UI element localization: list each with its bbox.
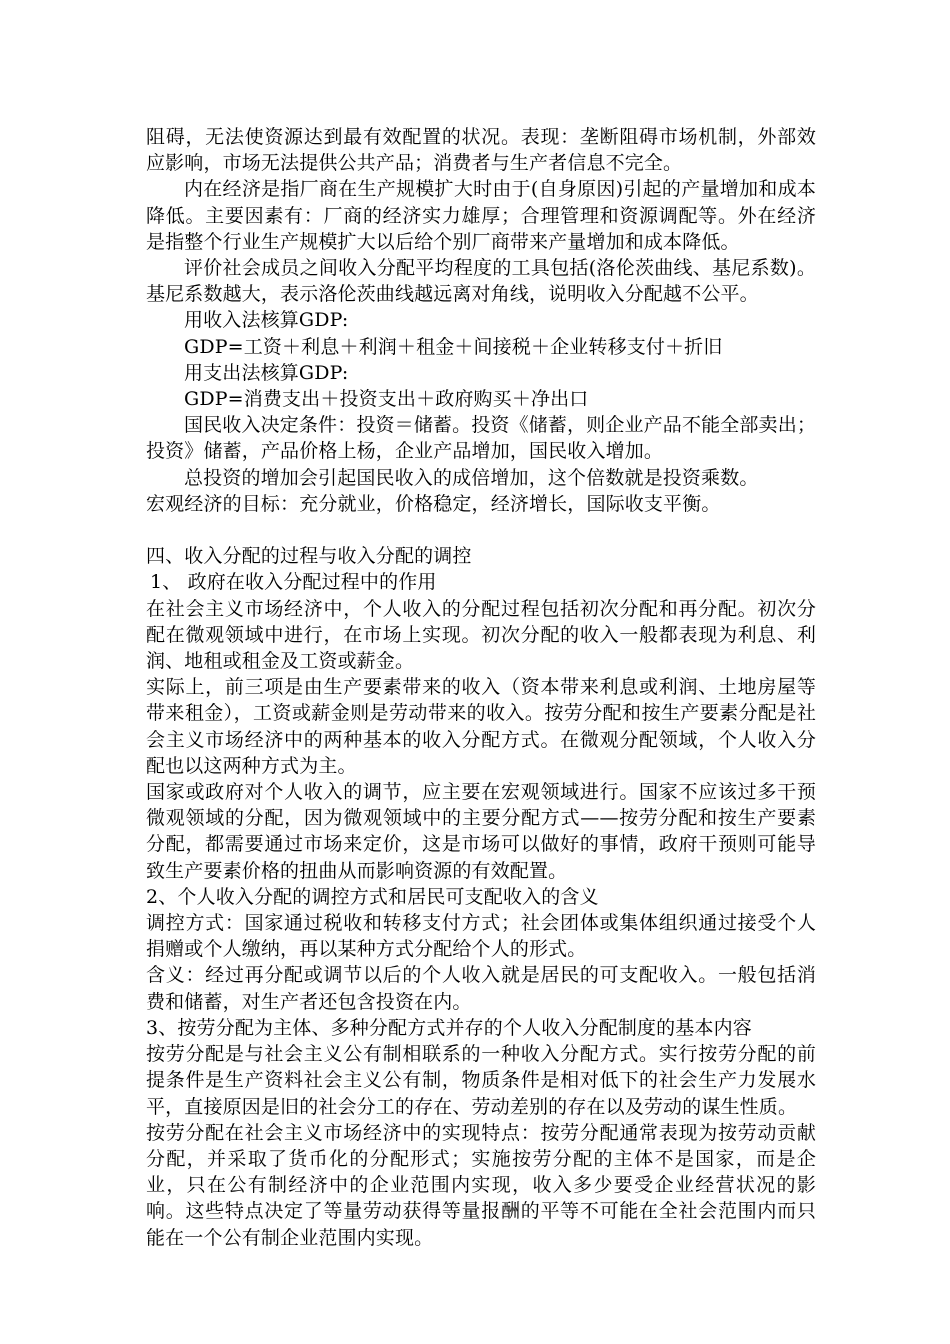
subsection-3-paragraph: 按劳分配是与社会主义公有制相联系的一种收入分配方式。实行按劳分配的前提条件是生产资料社会主义公有制，物质条件是相对低下的社会生产力发展水平，直接原因是旧的社会分工的存在、劳动差别的存在以及劳动的谋生性质。 bbox=[146, 1043, 816, 1118]
subsection-2-paragraph: 含义：经过再分配或调节以后的个人收入就是居民的可支配收入。一般包括消费和储蓄，对生产者还包含投资在内。 bbox=[146, 964, 816, 1013]
formula-income-approach: GDP=工资＋利息＋利润＋租金＋间接税＋企业转移支付＋折旧 bbox=[184, 335, 723, 358]
section-four-heading: 四、收入分配的过程与收入分配的调控 bbox=[146, 545, 472, 568]
subsection-3-heading: 3、按劳分配为主体、多种分配方式并存的个人收入分配制度的基本内容 bbox=[146, 1016, 752, 1039]
subsection-1-paragraph: 在社会主义市场经济中，个人收入的分配过程包括初次分配和再分配。初次分配在微观领域中进行，在市场上实现。初次分配的收入一般都表现为利息、利润、地租或租金及工资或薪金。 bbox=[146, 597, 816, 673]
subsection-1-paragraph: 国家或政府对个人收入的调节，应主要在宏观领域进行。国家不应该过多干预微观领域的分配，因为微观领域中的主要分配方式——按劳分配和按生产要素分配，都需要通过市场来定价，这是市场可以做好的事情，政府干预则可能导致生产要素价格的扭曲从而影响资源的有效配置。 bbox=[146, 781, 816, 882]
label-expenditure-approach: 用支出法核算GDP: bbox=[184, 361, 349, 384]
paragraph-gini-coefficient: 评价社会成员之间收入分配平均程度的工具包括(洛伦茨曲线、基尼系数)。基尼系数越大，表示洛伦茨曲线越远离对角线，说明收入分配越不公平。 bbox=[146, 257, 816, 306]
subsection-2-heading: 2、个人收入分配的调控方式和居民可支配收入的含义 bbox=[146, 885, 599, 908]
paragraph-investment-multiplier: 总投资的增加会引起国民收入的成倍增加，这个倍数就是投资乘数。 bbox=[184, 466, 759, 489]
subsection-1-paragraph: 实际上，前三项是由生产要素带来的收入（资本带来利息或利润、土地房屋等带来租金），工资或薪金则是劳动带来的收入。按劳分配和按生产要素分配是社会主义市场经济中的两种基本的收入分配方式。在微观分配领域，个人收入分配也以这两种方式为主。 bbox=[146, 676, 816, 777]
document-body bbox=[146, 124, 816, 1251]
paragraph-national-income-condition: 国民收入决定条件：投资＝储蓄。投资《储蓄，则企业产品不能全部卖出；投资》储蓄，产品价格上杨，企业产品增加，国民收入增加。 bbox=[146, 414, 816, 463]
subsection-1-heading: 1、 政府在收入分配过程中的作用 bbox=[150, 571, 437, 594]
blank-line bbox=[146, 517, 816, 543]
subsection-3-paragraph: 按劳分配在社会主义市场经济中的实现特点：按劳分配通常表现为按劳动贡献分配，并采取了货币化的分配形式；实施按劳分配的主体不是国家，而是企业，只在公有制经济中的企业范围内实现，收入多少要受企业经营状况的影响。这些特点决定了等量劳动获得等量报酬的平等不可能在全社会范围内而只能在一个公有制企业范围内实现。 bbox=[146, 1121, 816, 1249]
formula-expenditure-approach: GDP=消费支出＋投资支出＋政府购买＋净出口 bbox=[184, 388, 589, 411]
label-income-approach: 用收入法核算GDP: bbox=[184, 309, 349, 332]
paragraph-market-failure: 阻碍，无法使资源达到最有效配置的状况。表现：垄断阻碍市场机制，外部效应影响，市场无法提供公共产品；消费者与生产者信息不完全。 bbox=[146, 126, 816, 175]
paragraph-macro-goals: 宏观经济的目标：充分就业，价格稳定，经济增长，国际收支平衡。 bbox=[146, 492, 721, 515]
paragraph-internal-external-economy: 内在经济是指厂商在生产规模扩大时由于(自身原因)引起的产量增加和成本降低。主要因素有：厂商的经济实力雄厚；合理管理和资源调配等。外在经济是指整个行业生产规模扩大以后给个别厂商带来产量增加和成本降低。 bbox=[146, 178, 816, 253]
subsection-2-paragraph: 调控方式：国家通过税收和转移支付方式；社会团体或集体组织通过接受个人捐赠或个人缴纳，再以某种方式分配给个人的形式。 bbox=[146, 912, 816, 961]
